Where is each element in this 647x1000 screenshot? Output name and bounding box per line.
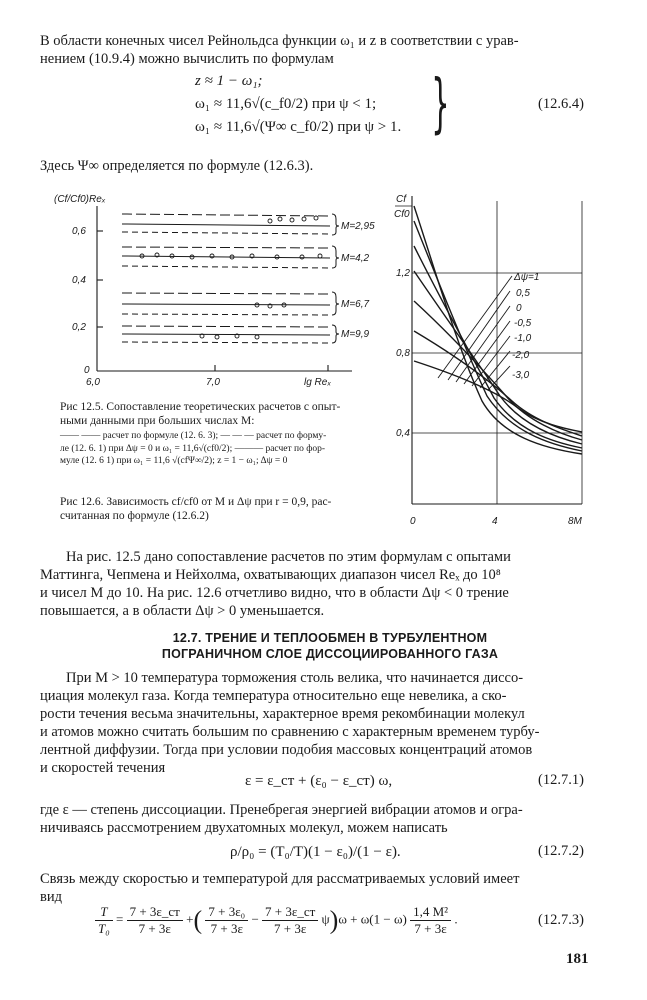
main-paragraph [40, 669, 592, 777]
fig126-xtick-0: 0 [410, 516, 416, 527]
fig126-dpsi-m2-0: -2,0 [512, 350, 530, 361]
fig126-xtick-4: 4 [492, 516, 498, 527]
system-eq-3: ω₁ ≈ 11,6√(Ψ∞ c_f0/2) при ψ > 1. [195, 119, 402, 135]
link-line-1: Связь между скоростью и температурой для рассматриваемых условий имеет [40, 871, 520, 887]
main-line-1: При М > 10 температура торможения столь велика, что начинается диссо- [66, 670, 524, 686]
eq1273-c-num: 7 + 3ε_ст [262, 904, 318, 921]
main-line-2: циация молекул газа. Когда температура относительно еще невелика, а ско- [40, 688, 507, 704]
main-line-6: и скоростей течения [40, 760, 166, 776]
eq1273-c-den: 7 + 3ε [274, 921, 307, 936]
eq1273-d-num: 1,4 M² [410, 904, 451, 921]
equation-12-7-1: ε = ε_ст + (ε₀ − ε_ст) ω, [245, 773, 393, 789]
eq1273-b-num: 7 + 3ε₀ [205, 904, 248, 921]
fig125-group-m67: M=6,7 [341, 299, 370, 310]
fig126-dpsi-m1-0: -1,0 [514, 333, 532, 344]
compare-line-2: Маттинга, Чепмена и Нейхолма, охватывающих диапазон чисел Reₓ до 10⁸ [40, 567, 501, 583]
main-line-5: лентной диффузии. Тогда при условии подобия массовых концентраций атомов [40, 742, 533, 758]
page-number: 181 [566, 951, 589, 967]
eq1273-d-den: 7 + 3ε [414, 921, 447, 936]
intro-line-1: В области конечных чисел Рейнольдса функции ω₁ и z в соответствии с урав- [40, 33, 519, 49]
fig125-ytick-0-6: 0,6 [72, 226, 86, 237]
section-heading-line-1: 12.7. ТРЕНИЕ И ТЕПЛООБМЕН В ТУРБУЛЕНТНОМ [172, 631, 488, 645]
figure-12-5-plot [52, 186, 392, 390]
figure-12-6-caption [60, 496, 382, 523]
figure-12-5-legend [60, 430, 382, 468]
intro-line-2: нением (10.9.4) можно вычислить по формулам [40, 51, 334, 67]
fig126-dpsi-1: Δψ=1 [514, 272, 540, 283]
link-line-2: вид [40, 889, 62, 905]
fig126-caption-line-1: Рис 12.6. Зависимость cf/cf0 от М и Δψ при r = 0,9, рас- [60, 496, 332, 508]
eq1273-lhs-num: T [95, 904, 113, 921]
fig126-ylabel-num: Cf [396, 194, 406, 205]
fig126-ytick-0-8: 0,8 [396, 348, 410, 359]
fig126-caption-line-2: считанная по формуле (12.6.2) [60, 509, 209, 522]
link-paragraph [40, 870, 592, 906]
fig125-ytick-0-2: 0,2 [72, 322, 86, 333]
equation-label-12-7-1: (12.7.1) [538, 772, 584, 788]
eq1273-a-num: 7 + 3ε_ст [127, 904, 183, 921]
comparison-paragraph [40, 548, 592, 620]
fig125-y-label: (Cf/Cf0)Reₓ [54, 194, 106, 205]
equation-system-12-6-4 [195, 70, 401, 139]
system-eq-2: ω₁ ≈ 11,6√(c_f0/2) при ψ < 1; [195, 96, 377, 112]
fig125-legend-line-2: ле (12. 6. 1) при Δψ = 0 и ω₁ = 11,6√(cf0/2); ——— расчет по фор- [60, 443, 326, 454]
fig125-group-m295: M=2,95 [341, 221, 375, 232]
fig125-group-m99: M=9,9 [341, 329, 370, 340]
fig126-dpsi-m0-5: -0,5 [514, 318, 532, 329]
eps-line-2: ничиваясь рассмотрением двухатомных молекул, можем написать [40, 820, 448, 836]
fig125-ytick-0-4: 0,4 [72, 275, 86, 286]
system-brace: } [431, 67, 450, 141]
fig125-x-label: lg Reₓ [304, 377, 332, 388]
compare-line-1: На рис. 12.5 дано сопоставление расчетов по этим формулам с опытами [66, 549, 511, 565]
fig126-dpsi-m3-0: -3,0 [512, 370, 530, 381]
compare-line-4: повышается, а в области Δψ > 0 уменьшается. [40, 603, 325, 619]
epsilon-paragraph [40, 801, 592, 837]
system-eq-1: z ≈ 1 − ω₁; [195, 73, 263, 89]
fig126-ytick-0-4: 0,4 [396, 428, 410, 439]
eps-line-1: где ε — степень диссоциации. Пренебрегая энергией вибрации атомов и огра- [40, 802, 523, 818]
fig126-ytick-1-2: 1,2 [396, 268, 410, 279]
psi-note: Здесь Ψ∞ определяется по формуле (12.6.3). [40, 158, 314, 174]
equation-label-12-7-3: (12.7.3) [538, 912, 584, 928]
fig126-dpsi-0-5: 0,5 [516, 288, 530, 299]
eq1273-b-den: 7 + 3ε [210, 921, 243, 936]
fig125-caption-line-1: Рис 12.5. Сопоставление теоретических расчетов с опыт- [60, 401, 341, 413]
fig126-xtick-8m: 8M [568, 516, 582, 527]
main-line-3: рости течения весьма значительны, характерное время рекомбинации молекул [40, 706, 525, 722]
fig125-xtick-6: 6,0 [86, 377, 100, 388]
figure-12-5-caption [60, 401, 380, 428]
equation-label-12-7-2: (12.7.2) [538, 843, 584, 859]
section-heading [130, 630, 530, 662]
fig126-ylabel-den: Cf0 [394, 209, 410, 220]
fig125-caption-line-2: ными данными при больших числах М: [60, 414, 255, 427]
equation-12-7-3: $\frac{T}{\text{T₀}}$ = $\frac{7 + 3\varepsilon\_ст}{7 + 3\varepsilon}$ +( $\frac{\text{7 + 3ε₀}}{7 + 3\varepsilon}$ − $\frac{7 + 3\varepsilon\_ст}{7 + 3\varepsilon}$ ψ)ω + ω(1 − ω) $\frac{\text{1,4 M²}}{7 + 3\varepsilon}$ . [95, 904, 458, 937]
fig125-legend-line-3: муле (12. 6 1) при ω₁ = 11,6 √(cfΨ∞/2); z = 1 − ω₁; Δψ = 0 [60, 456, 288, 466]
section-heading-line-2: ПОГРАНИЧНОМ СЛОЕ ДИССОЦИИРОВАННОГО ГАЗА [161, 647, 499, 661]
fig125-legend-line-1: —— —— расчет по формуле (12. 6. 3); — — — расчет по форму- [60, 431, 327, 441]
fig126-dpsi-0: 0 [516, 303, 522, 314]
fig125-group-m42: M=4,2 [341, 253, 370, 264]
fig125-xtick-7: 7,0 [206, 377, 220, 388]
equation-label-12-6-4: (12.6.4) [538, 96, 584, 112]
equation-12-7-2: ρ/ρ₀ = (T₀/T)(1 − ε₀)/(1 − ε). [230, 844, 401, 860]
main-line-4: и атомов можно считать большим по сравнению с характерным временем турбу- [40, 724, 540, 740]
fig125-ytick-0: 0 [84, 365, 90, 376]
compare-line-3: и чисел М до 10. На рис. 12.6 отчетливо видно, что в области Δψ < 0 трение [40, 585, 509, 601]
figure-12-6-plot [392, 186, 594, 531]
eq1273-lhs-den: T₀ [98, 921, 110, 936]
intro-paragraph [40, 32, 588, 68]
eq1273-a-den: 7 + 3ε [138, 921, 171, 936]
